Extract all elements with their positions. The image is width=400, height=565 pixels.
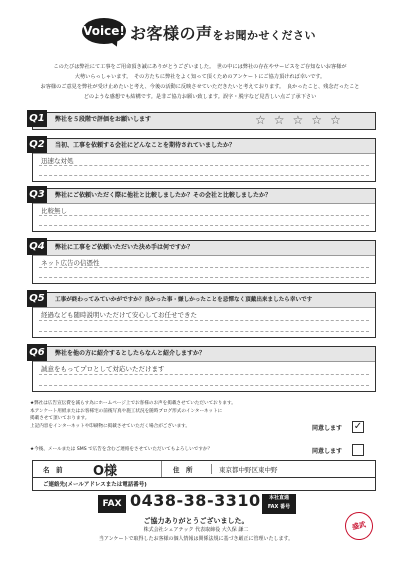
- sms-agree-label: 同意します: [312, 448, 343, 455]
- intro-line: どのような感想でも結構です。是非ご協力お願い致します。誤字・脱字など見苦しい点ご了承下さい: [83, 94, 317, 100]
- question-5-text: 工事が終わってみていかがですか？良かった事・嫌しかったことを忌憚なく頂戴出来ましたら幸いです: [55, 297, 313, 303]
- rating-stars[interactable]: [255, 113, 349, 127]
- question-4-text: 弊社に工事をご依頼いただいた決め手は何ですか？: [55, 244, 194, 251]
- question-3-answer[interactable]: 比較無し: [41, 207, 67, 215]
- consent-agree-label: 同意します: [312, 425, 343, 432]
- question-6-answer[interactable]: 誠意をもってプロとして対応いただけます: [41, 365, 165, 373]
- thanks-text: ご協力ありがとうございました。: [143, 517, 249, 525]
- answer-line: [39, 331, 369, 332]
- question-3-text: 弊社にご依頼いただく際に他社と比較しましたか？その会社と比較しましたか？: [55, 192, 272, 199]
- answer-line: [39, 374, 369, 375]
- answer-line: [39, 225, 369, 226]
- company-info: [96, 517, 296, 544]
- question-2-label: Q2: [27, 136, 47, 153]
- page-title: [130, 21, 316, 44]
- intro-line: このたびは弊社にて工事をご用命頂き誠にありがとうございました。 世の中には弊社の存在やサービスをご存知ないお客様が: [53, 64, 347, 70]
- question-1-text: 弊社を５段階で評価をお願いします: [55, 116, 152, 123]
- voice-badge: Voice!: [82, 18, 126, 44]
- question-3-header: [29, 189, 375, 204]
- fax-icon: FAX: [98, 495, 126, 513]
- row-divider: [211, 464, 212, 474]
- question-6-label: Q6: [27, 344, 47, 361]
- question-4-label: Q4: [27, 238, 47, 255]
- name-label: 名 前: [43, 466, 63, 474]
- star-icon[interactable]: ☆: [330, 113, 349, 127]
- title-main: お客様の声: [130, 24, 213, 43]
- sms-question: ★今後、メールまたは SMS で広告を含むご連絡をさせていただいてもよろしいですか？: [30, 447, 213, 452]
- question-1-header: [29, 113, 375, 129]
- contact-row: [32, 478, 376, 491]
- star-icon[interactable]: ☆: [273, 113, 293, 127]
- fax-direct-label: [262, 494, 296, 514]
- star-icon[interactable]: ☆: [311, 113, 331, 127]
- fax-side-line: 本社直通: [268, 495, 289, 501]
- star-icon[interactable]: ☆: [292, 113, 312, 127]
- title-suffix: をお聞かせください: [212, 29, 317, 42]
- answer-line: [39, 277, 369, 278]
- consent-line: 上記内容をインターネットや印刷物に掲載させていただく場合がございます。: [30, 423, 191, 429]
- question-5-label: Q5: [27, 290, 47, 307]
- consent-line: ★弊社は広告宣伝費を減らす為にホームページ上でお客様のお声を掲載させていただいております。: [30, 401, 236, 406]
- question-2-text: 当初、工事を依頼する会社にどんなことを期待されていましたか？: [55, 142, 236, 149]
- answer-line: [39, 175, 369, 176]
- name-address-row: [32, 460, 376, 478]
- question-6-header: [29, 347, 375, 362]
- intro-line: お客様のご意見を弊社が受け止めたいと考え、今後の活動に反映させていただきたいと考えております。 良かったこと、残念だったこと: [40, 84, 360, 90]
- question-6-text: 弊社を他の方に紹介するとしたらなんと紹介しますか？: [55, 350, 206, 357]
- question-3-label: Q3: [27, 186, 47, 203]
- question-4-answer[interactable]: ネット広告の信憑性: [41, 259, 100, 267]
- star-icon[interactable]: ☆: [255, 113, 274, 127]
- question-4: [29, 240, 376, 284]
- contact-label: ご連絡先(メールアドレスまたは電話番号): [43, 482, 147, 488]
- question-5-header: [29, 293, 375, 308]
- address-label: 住 所: [173, 466, 193, 474]
- sms-checkbox[interactable]: [352, 444, 364, 456]
- question-4-header: [29, 241, 375, 256]
- row-divider: [161, 461, 162, 477]
- seal-stamp: 盛武: [342, 509, 375, 542]
- name-field[interactable]: O様: [93, 464, 118, 479]
- privacy-note: 当アンケートで取得したお客様の個人情報は関係法規に基づき厳正に管理いたします。: [98, 536, 294, 542]
- answer-line: [39, 215, 369, 216]
- question-1-label: Q1: [27, 110, 47, 127]
- answer-line: [39, 267, 369, 268]
- question-2-header: [29, 139, 375, 154]
- question-1: [29, 112, 376, 130]
- answer-line: [39, 320, 369, 321]
- consent-checkbox[interactable]: ✓: [353, 421, 363, 432]
- answer-line: [39, 385, 369, 386]
- fax-number: 0438-38-3310: [130, 491, 261, 510]
- question-5-answer[interactable]: 経過なども随時説明いただけて安心してお任せできた: [41, 311, 197, 319]
- consent-line: 本アンケート用紙またはお客様宅の前後写真や施工状況を随時ブログ形式のインターネットに: [30, 408, 223, 414]
- intro-line: 大勢いらっしゃいます。 その方たちに弊社をよく知って頂くためのアンケートにご協力頂ければ幸いです。: [74, 74, 326, 80]
- consent-notes: [30, 400, 320, 430]
- question-2: [29, 138, 376, 182]
- intro-text: [22, 62, 378, 102]
- address-field[interactable]: 東京都中野区東中野: [219, 466, 278, 474]
- question-2-answer[interactable]: 迅速な対処: [41, 157, 74, 165]
- question-5: [29, 292, 376, 338]
- question-6: [29, 346, 376, 392]
- question-3: [29, 188, 376, 232]
- company-name: 株式会社シェアテック 代表取締役 大久保 謙二: [143, 527, 249, 533]
- fax-side-line: FAX 番号: [267, 504, 291, 510]
- answer-line: [39, 165, 369, 166]
- consent-line: 掲載させて頂いております。: [30, 416, 90, 421]
